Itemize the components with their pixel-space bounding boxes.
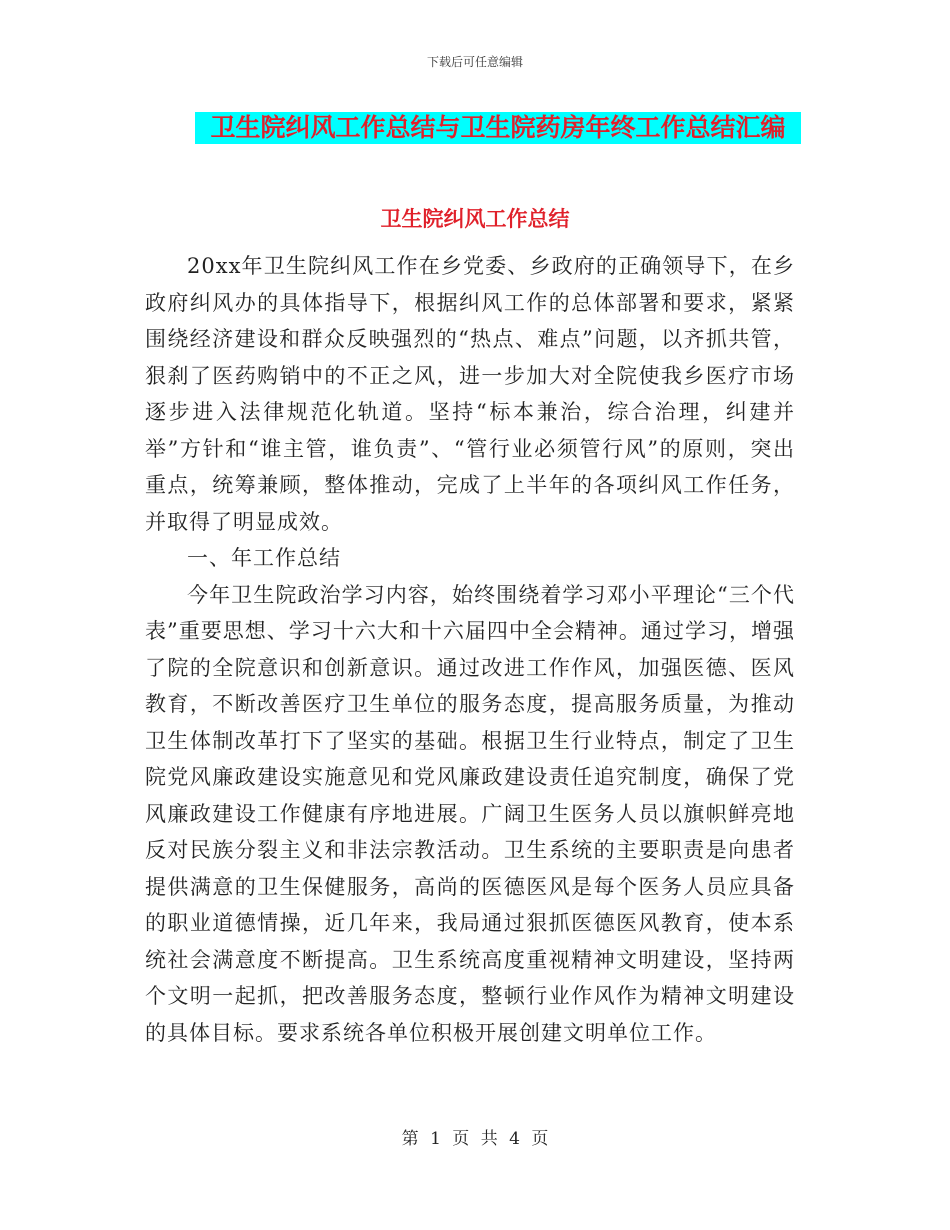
document-title: 卫生院纠风工作总结与卫生院药房年终工作总结汇编 <box>195 112 801 144</box>
document-body <box>145 248 795 1051</box>
page-number: 第 1 页 共 4 页 <box>401 1129 549 1149</box>
header-note: 下载后可任意编辑 <box>426 55 523 69</box>
paragraph: 今年卫生院政治学习内容，始终围绕着学习邓小平理论“三个代表”重要思想、学习十六大和十六届四中全会精神。通过学习，增强了院的全院意识和创新意识。通过改进工作作风，加强医德、医风教育，不断改善医疗卫生单位的服务态度，提高服务质量，为推动卫生体制改革打下了坚实的基础。根据卫生行业特点，制定了卫生院党风廉政建设实施意见和党风廉政建设责任追究制度，确保了党风廉政建设工作健康有序地进展。广阔卫生医务人员以旗帜鲜亮地反对民族分裂主义和非法宗教活动。卫生系统的主要职责是向患者提供满意的卫生保健服务，高尚的医德医风是每个医务人员应具备的职业道德情操，近几年来，我局通过狠抓医德医风教育，使本系统社会满意度不断提高。卫生系统高度重视精神文明建设，坚持两个文明一起抓，把改善服务态度，整顿行业作风作为精神文明建设的具体目标。要求系统各单位积极开展创建文明单位工作。 <box>145 582 795 1045</box>
paragraph: 20xx年卫生院纠风工作在乡党委、乡政府的正确领导下，在乡政府纠风办的具体指导下，根据纠风工作的总体部署和要求，紧紧围绕经济建设和群众反映强烈的“热点、难点”问题，以齐抓共管，狠刹了医药购销中的不正之风，进一步加大对全院使我乡医疗市场逐步进入法律规范化轨道。坚持“标本兼治，综合治理，纠建并举”方针和“谁主管，谁负责”、“管行业必须管行风”的原则，突出重点，统筹兼顾，整体推动，完成了上半年的各项纠风工作任务，并取得了明显成效。 <box>145 254 795 534</box>
section-title: 卫生院纠风工作总结 <box>380 207 570 231</box>
subheading: 一、年工作总结 <box>187 546 341 570</box>
